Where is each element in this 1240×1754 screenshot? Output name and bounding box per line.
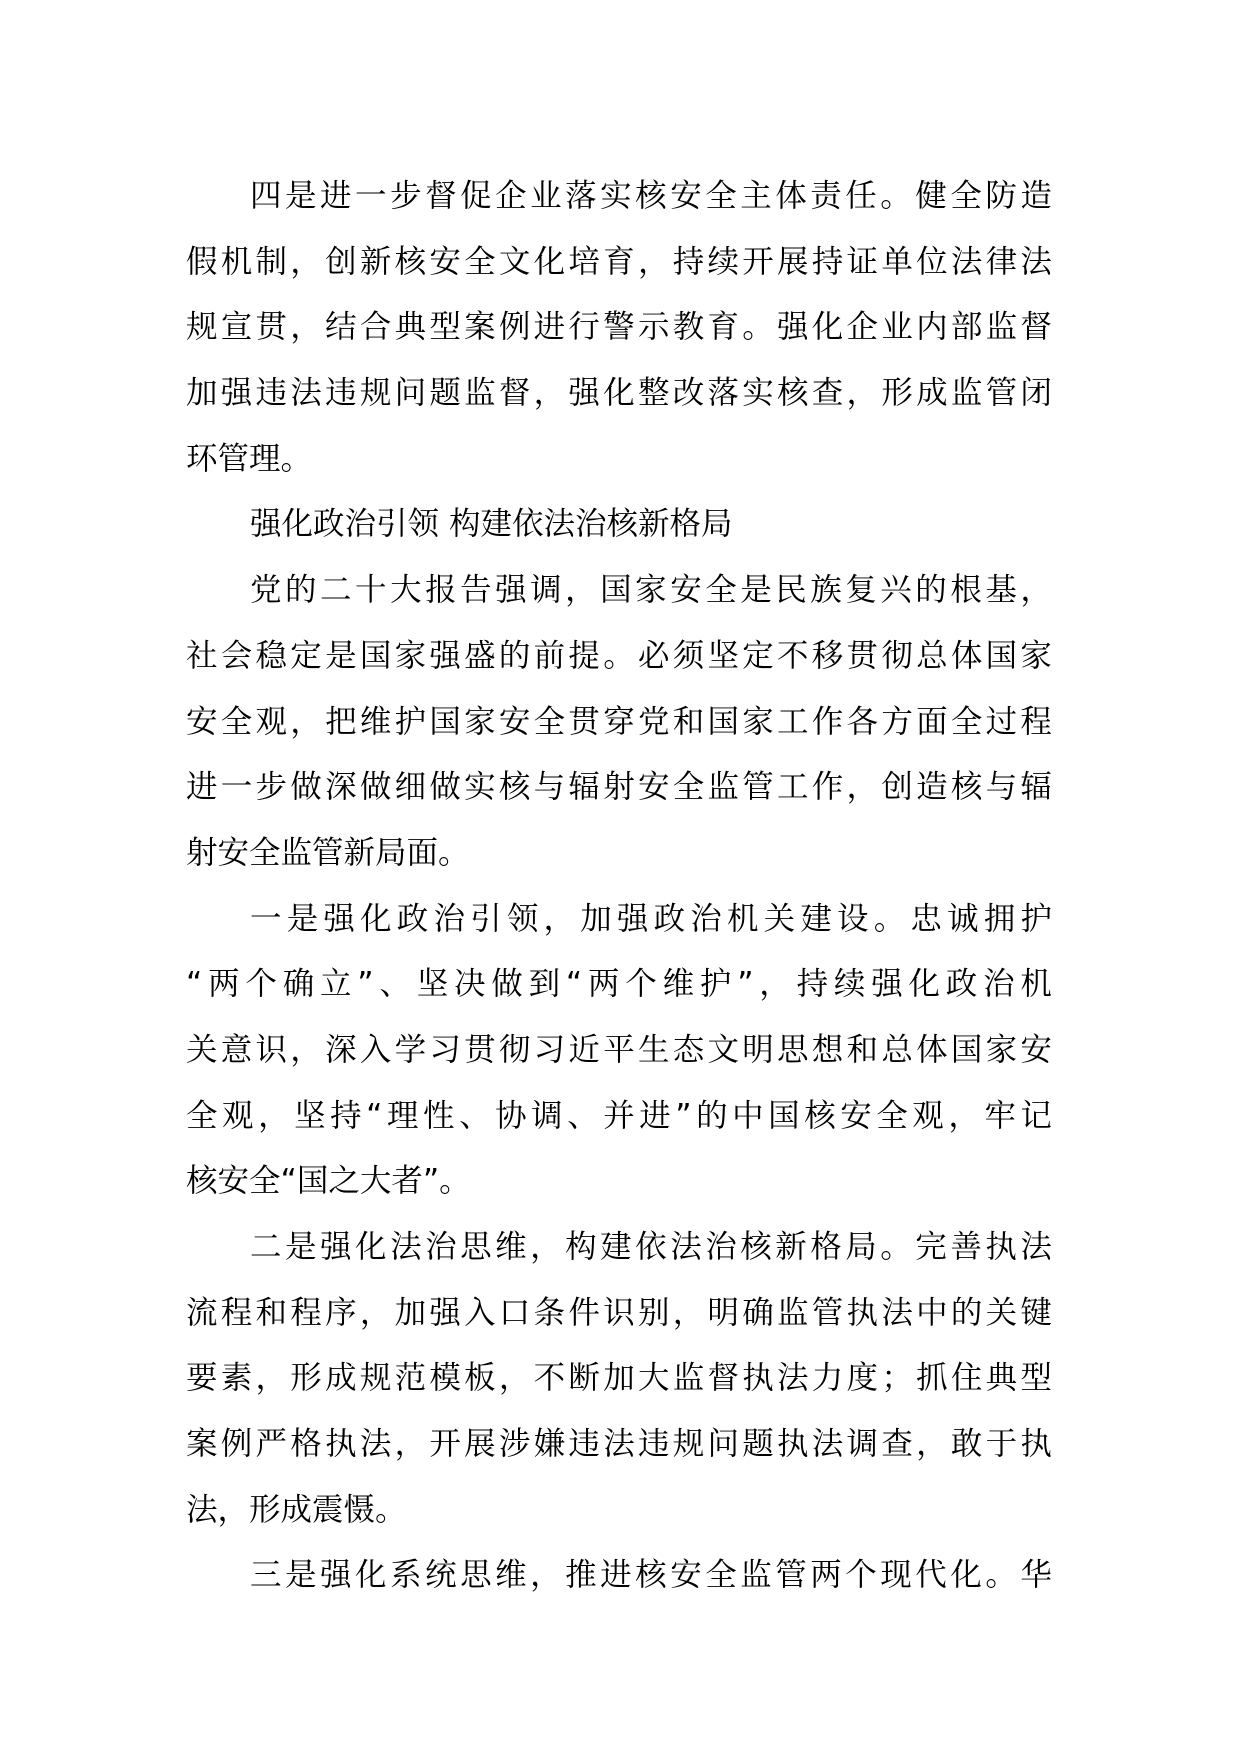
text-line: 加 强 违 法 违 规 问 题 监 督 ， 强 化 整 改 落 实 核 查 ， 形 成 监 管 闭 — [186, 375, 1052, 412]
text-line: 规 宣 贯 ， 结 合 典 型 案 例 进 行 警 示 教 育 。 强 化 企 业 内 部 监 督 — [186, 309, 1052, 346]
text-line: 环管理。 — [186, 440, 313, 477]
text-line: 法，形成震慑。 — [186, 1491, 407, 1528]
text-line: 假 机 制 ， 创 新 核 安 全 文 化 培 育 ， 持 续 开 展 持 证 单 位 法 律 法 — [186, 243, 1052, 280]
text-line: “ 两 个 确 立 ” 、 坚 决 做 到 “ 两 个 维 护 ” ， 持 续 强 化 政 治 机 — [186, 966, 1052, 1003]
text-line: 流 程 和 程 序 ， 加 强 入 口 条 件 识 别 ， 明 确 监 管 执 法 中 的 关 键 — [186, 1294, 1052, 1331]
text-line: 二 是 强 化 法 治 思 维 ， 构 建 依 法 治 核 新 格 局 。 完 善 执 法 — [250, 1229, 1052, 1265]
text-line: 要 素 ， 形 成 规 范 模 板 ， 不 断 加 大 监 督 执 法 力 度 ； 抓 住 典 型 — [186, 1360, 1052, 1397]
text-line: 四 是 进 一 步 督 促 企 业 落 实 核 安 全 主 体 责 任 。 健 全 防 造 — [250, 178, 1052, 214]
text-line: 全 观 ， 坚 持 “ 理 性 、 协 调 、 并 进 ” 的 中 国 核 安 全 观 ， 牢 记 — [186, 1097, 1052, 1134]
text-line: 射安全监管新局面。 — [186, 834, 470, 871]
text-line: 关 意 识 ， 深 入 学 习 贯 彻 习 近 平 生 态 文 明 思 想 和 总 体 国 家 安 — [186, 1031, 1052, 1068]
text-line: 社 会 稳 定 是 国 家 强 盛 的 前 提 。 必 须 坚 定 不 移 贯 彻 总 体 国 家 — [186, 637, 1052, 674]
document-body — [186, 164, 1052, 1609]
text-line: 案 例 严 格 执 法 ， 开 展 涉 嫌 违 法 违 规 问 题 执 法 调 查 ， 敢 于 执 — [186, 1426, 1052, 1463]
text-line: 一 是 强 化 政 治 引 领 ， 加 强 政 治 机 关 建 设 。 忠 诚 拥 护 — [250, 900, 1052, 937]
text-line: 安 全 观 ， 把 维 护 国 家 安 全 贯 穿 党 和 国 家 工 作 各 方 面 全 过 程 — [186, 703, 1052, 740]
text-line: 进 一 步 做 深 做 细 做 实 核 与 辐 射 安 全 监 管 工 作 ， 创 造 核 与 辐 — [186, 769, 1052, 806]
text-line: 核安全“国之大者”。 — [186, 1163, 471, 1200]
section-heading: 强化政治引领 构建依法治核新格局 — [250, 506, 733, 543]
text-line: 党 的 二 十 大 报 告 强 调 ， 国 家 安 全 是 民 族 复 兴 的 根 基 ， — [250, 572, 1052, 609]
text-line: 三 是 强 化 系 统 思 维 ， 推 进 核 安 全 监 管 两 个 现 代 化 。 华 — [250, 1557, 1052, 1594]
